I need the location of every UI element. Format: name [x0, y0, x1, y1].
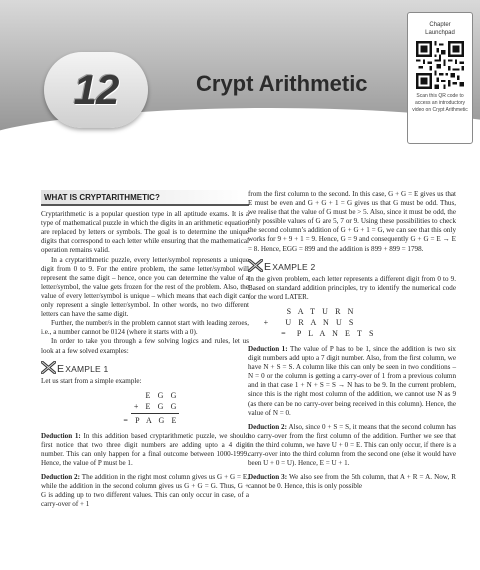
launchpad-title-line2: Launchpad — [425, 30, 455, 36]
example-2-intro: In the given problem, each letter represents a different digit from 0 to 9. Based on standard addition principles, try to identify the numerical code for the word LATER. — [248, 274, 456, 301]
sum-row-3 — [117, 415, 179, 426]
chapter-launchpad — [407, 12, 473, 144]
launchpad-title — [408, 21, 472, 37]
intro-paragraph-3: Further, the number/s in the problem cannot start with leading zeroes, i.e., a number cannot be 0124 (where it starts with a 0). — [41, 319, 249, 337]
right-column — [248, 190, 456, 491]
example-2-deduction-3 — [248, 473, 456, 491]
deduction-text: The addition in the right most column gives us G + G = E, while the addition in the second column gives us G + G = G. Thus, G + G is adding up to two different values. This can only occur in case, of a carry-over of + 1 — [41, 473, 249, 509]
sum-row-2-value: E G G — [145, 401, 179, 411]
example-1-deduction-1 — [41, 432, 249, 468]
sum-divider — [131, 413, 179, 414]
example-2-letter: E — [264, 260, 272, 273]
launchpad-caption: Scan this QR code to access an introductory video on Crypt Arithmetic — [412, 93, 468, 113]
equals-operator: = — [281, 328, 289, 338]
deduction-label: Deduction 1: — [248, 344, 288, 353]
deduction-text: The value of P has to be 1, since the addition is two six digit numbers add upto a 7 digit number. Also, from the first column, we have N + S = S. A column like this can only be seen in two conditions – N = 0 or the column is getting a carry-over of 1 from a previous column and in that case 1 + N + S = S → N has to be 9. In the current problem, since this is the right most column of the addition, we cannot use N as 9 (as there can be no carry-over being received in this column). Hence, the value of N = 0. — [248, 344, 456, 417]
sum-row-3-value: P L A N E T S — [296, 328, 376, 338]
sum-row-3-value: P A G E — [135, 415, 179, 425]
chapter-number-badge — [44, 52, 148, 128]
deduction-text: We also see from the 5th column, that A + R = A. Now, R cannot be 0. Hence, this is only possible — [248, 473, 456, 491]
intro-paragraph-4: In order to take you through a few solving logics and rules, let us look at a few solved examples: — [41, 337, 249, 355]
section-heading: WHAT IS CRYPTARITHMETIC? — [41, 190, 249, 206]
sum-row-2 — [248, 317, 376, 328]
example-2-continuation: from the first column to the second. In this case, G + G = E gives us that E must be even and G + G + 1 = G gives us that G must be odd. Thus, we realise that the value of G must be > 5. Also, since it must be odd, the only possible values of G are 5, 7 or 9. Using these possibilities to check the second column’s addition of G + G + 1 = G, we can see that this only works for 9 + 9 + 1 = 9. Hence, G = 9 and consequently G + G = E → E = 8. Hence, EGG = 899 and the addition is 899 + 899 = 1798. — [248, 190, 456, 253]
example-1-sum — [117, 390, 179, 426]
example-2-deduction-1 — [248, 345, 456, 418]
deduction-text: In this addition based cryptarithmetic puzzle, we should first notice that two three digit numbers are adding upto a 4 digit number. This can only happen for a final outcome between 1000-1999. Hence, the value of P must be 1. — [41, 431, 249, 467]
plus-operator: + — [263, 317, 271, 327]
chapter-number: 12 — [73, 66, 119, 113]
intro-paragraph-2: In a cryptarithmetic puzzle, every letter/symbol represents a unique digit from 0 to 9. For the entire problem, the same letter/symbol will represent the same digit – hence, once you can determine the value of a letter/symbol, the value gets frozen for the rest of the problem. Also, the value of every letter/symbol is unique – which means that each digit can only represent a single letter/symbol. In other words, no two different letters can have the same digit. — [41, 255, 249, 319]
example-2-deduction-2 — [248, 423, 456, 468]
intro-paragraph-1: Cryptarithmetic is a popular question type in all aptitude exams. It is a type of mathematical puzzle in which the digits in an arithmetic equation are replaced by letters or symbols. The goal is to determine the unique digits that correspond to each letter while ensuring that the mathematical operation remains valid. — [41, 210, 249, 255]
example-1-intro: Let us start from a simple example: — [41, 376, 142, 385]
sum-row-1: E G G — [145, 390, 179, 400]
example-1-title: XAMPLE 1 — [65, 363, 109, 374]
example-2-heading — [248, 259, 456, 272]
sum-row-3 — [248, 328, 376, 339]
example-1-deduction-2 — [41, 473, 249, 509]
sum-row-2 — [117, 401, 179, 412]
chapter-title: Crypt Arithmetic — [196, 71, 368, 96]
example-2-title: XAMPLE 2 — [272, 261, 316, 272]
deduction-text: Also, since 0 + S = S, it means that the second column has no carry-over from the first column of the addition. Further we see that in the third column, we have U + 0 = E. This can only occur, if there is a carry-over into the third column from the second one (else it would have been U + 0 = U). Hence, E = U + 1. — [248, 422, 456, 468]
qr-code-icon[interactable] — [416, 41, 464, 89]
example-1-letter: E — [57, 362, 65, 375]
equals-operator: = — [123, 415, 131, 425]
example-2-sum — [248, 306, 376, 339]
deduction-label: Deduction 2: — [248, 422, 287, 431]
deduction-label: Deduction 2: — [41, 473, 80, 482]
left-column — [41, 190, 249, 509]
sum-row-1: S A T U R N — [286, 306, 356, 316]
example-x-icon — [248, 259, 263, 272]
deduction-label: Deduction 1: — [41, 431, 81, 440]
plus-operator: + — [133, 401, 141, 411]
launchpad-title-line1: Chapter — [429, 22, 451, 28]
chapter-header — [0, 0, 480, 178]
example-1-heading — [41, 361, 249, 374]
example-x-icon — [41, 361, 56, 374]
deduction-label: Deduction 3: — [248, 473, 288, 482]
sum-row-2-value: U R A N U S — [285, 317, 356, 327]
